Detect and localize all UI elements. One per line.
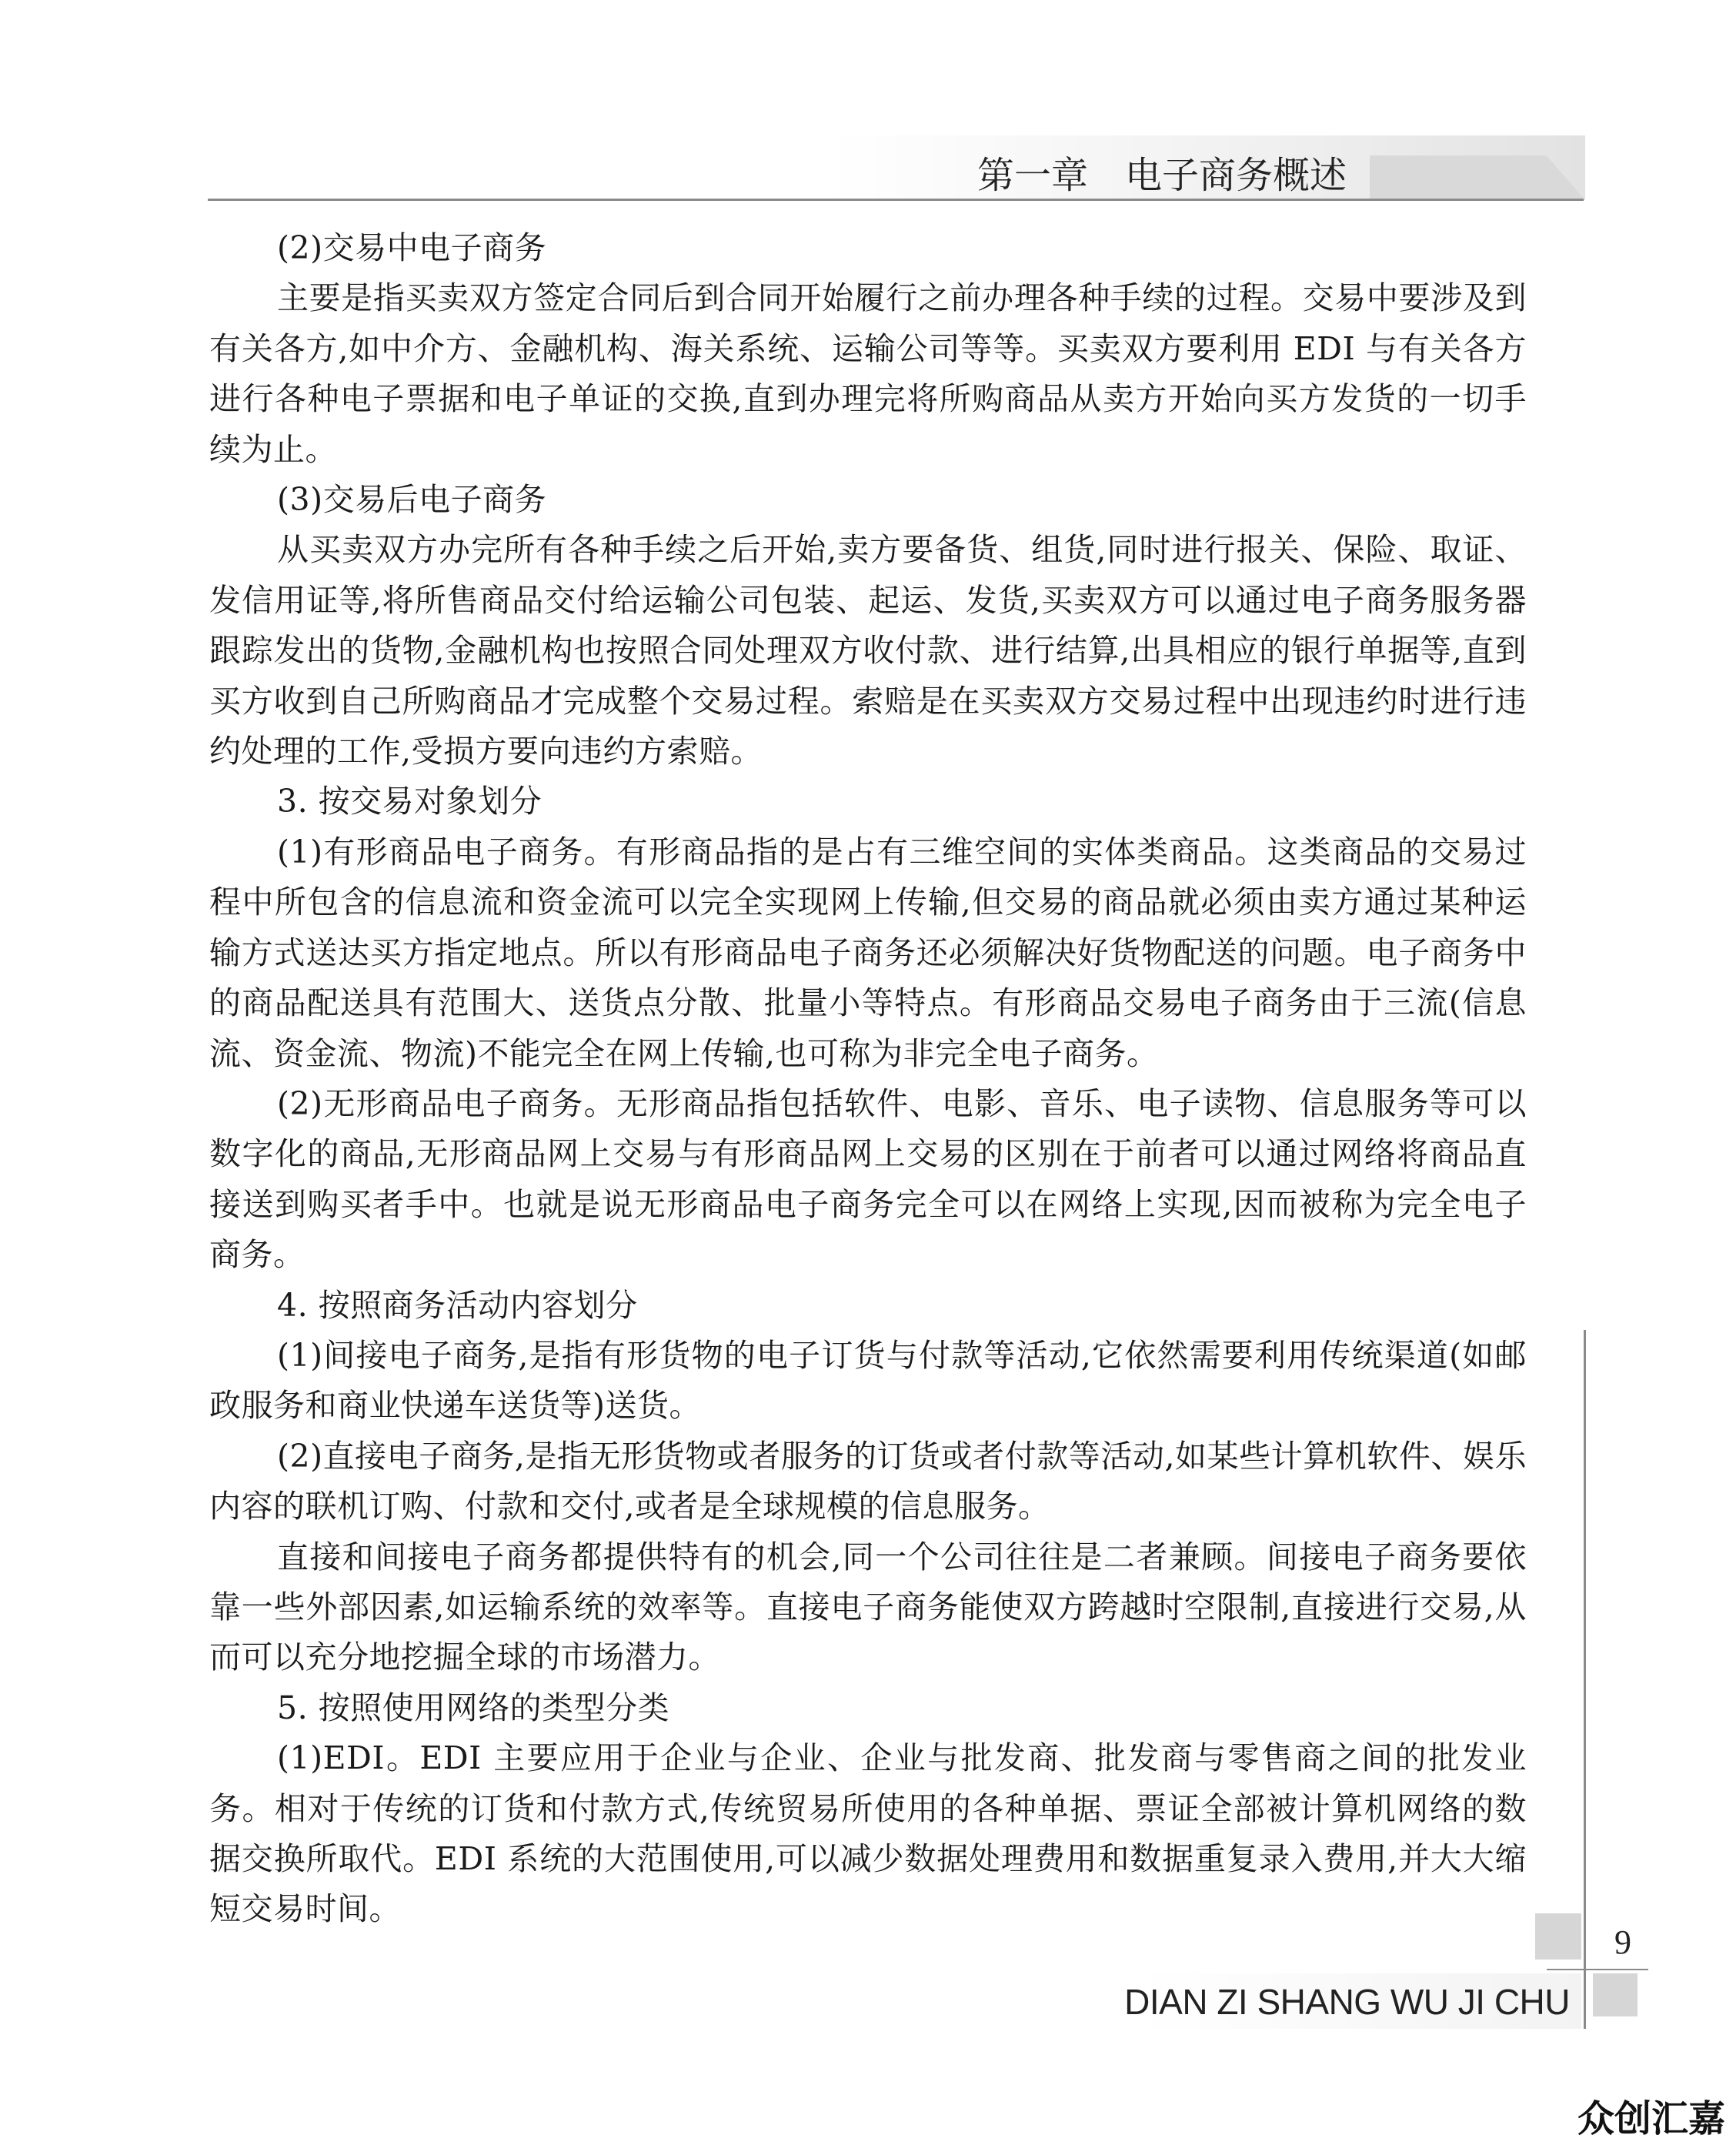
- paragraph-direct-indirect-compare: 直接和间接电子商务都提供特有的机会,同一个公司往往是二者兼顾。间接电子商务要依靠一些外部因素,如运输系统的效率等。直接电子商务能使双方跨越时空限制,直接进行交易,从而可以充分地挖掘全球的市场潜力。: [209, 1538, 1527, 1676]
- subheading-after-transaction: (3)交易后电子商务: [277, 481, 547, 519]
- section-heading-by-network: 5. 按照使用网络的类型分类: [277, 1689, 670, 1726]
- footer-gray-box-right: [1593, 1973, 1638, 2016]
- book-title-pinyin: DIAN ZI SHANG WU JI CHU: [1124, 1982, 1570, 2022]
- paragraph-tangible-goods: (1)有形商品电子商务。有形商品指的是占有三维空间的实体类商品。这类商品的交易过程中所包含的信息流和资金流可以完全实现网上传输,但交易的商品就必须由卖方通过某种运输方式送达买方指定地点。所以有形商品电子商务还必须解决好货物配送的问题。电子商务中的商品配送具有范围大、送货点分散、批量小等特点。有形商品交易电子商务由于三流(信息流、资金流、物流)不能完全在网上传输,也可称为非完全电子商务。: [209, 833, 1527, 1072]
- paragraph-direct-ecommerce: (2)直接电子商务,是指无形货物或者服务的订货或者付款等活动,如某些计算机软件、娱乐内容的联机订购、付款和交付,或者是全球规模的信息服务。: [209, 1437, 1527, 1525]
- footer-horizontal-rule: [1547, 1969, 1648, 1970]
- paragraph-edi: (1)EDI。EDI 主要应用于企业与企业、企业与批发商、批发商与零售商之间的批发业务。相对于传统的订货和付款方式,传统贸易所使用的各种单据、票证全部被计算机网络的数据交换所取代。EDI 系统的大范围使用,可以减少数据处理费用和数据重复录入费用,并大大缩短交易时间。: [209, 1739, 1527, 1928]
- footer-gray-box-left: [1535, 1913, 1581, 1960]
- paragraph-indirect-ecommerce: (1)间接电子商务,是指有形货物的电子订货与付款等活动,它依然需要利用传统渠道(如邮政服务和商业快递车送货等)送货。: [209, 1336, 1527, 1425]
- watermark-text: 众创汇嘉: [1577, 2097, 1725, 2140]
- section-heading-by-activity: 4. 按照商务活动内容划分: [277, 1286, 638, 1324]
- chapter-title: 第一章 电子商务概述: [977, 154, 1347, 197]
- paragraph-intangible-goods: (2)无形商品电子商务。无形商品指包括软件、电影、音乐、电子读物、信息服务等可以数字化的商品,无形商品网上交易与有形商品网上交易的区别在于前者可以通过网络将商品直接送到购买者手中。也就是说无形商品电子商务完全可以在网络上实现,因而被称为完全电子商务。: [209, 1084, 1527, 1274]
- margin-vertical-rule: [1584, 1330, 1586, 2029]
- subheading-during-transaction: (2)交易中电子商务: [277, 229, 547, 266]
- page-number: 9: [1614, 1923, 1631, 1961]
- paragraph-during-transaction: 主要是指买卖双方签定合同后到合同开始履行之前办理各种手续的过程。交易中要涉及到有关各方,如中介方、金融机构、海关系统、运输公司等等。买卖双方要利用 EDI 与有关各方进行各种电子票据和电子单证的交换,直到办理完将所购商品从卖方开始向买方发货的一切手续为止。: [209, 279, 1527, 468]
- paragraph-after-transaction: 从买卖双方办完所有各种手续之后开始,卖方要备货、组货,同时进行报关、保险、取证、发信用证等,将所售商品交付给运输公司包装、起运、发货,买卖双方可以通过电子商务服务器跟踪发出的货物,金融机构也按照合同处理双方收付款、进行结算,出具相应的银行单据等,直到买方收到自己所购商品才完成整个交易过程。索赔是在买卖双方交易过程中出现违约时进行违约处理的工作,受损方要向违约方索赔。: [209, 531, 1527, 770]
- section-heading-by-object: 3. 按交易对象划分: [277, 783, 542, 820]
- header-rule: [208, 199, 1584, 201]
- page-body: [209, 223, 1527, 1935]
